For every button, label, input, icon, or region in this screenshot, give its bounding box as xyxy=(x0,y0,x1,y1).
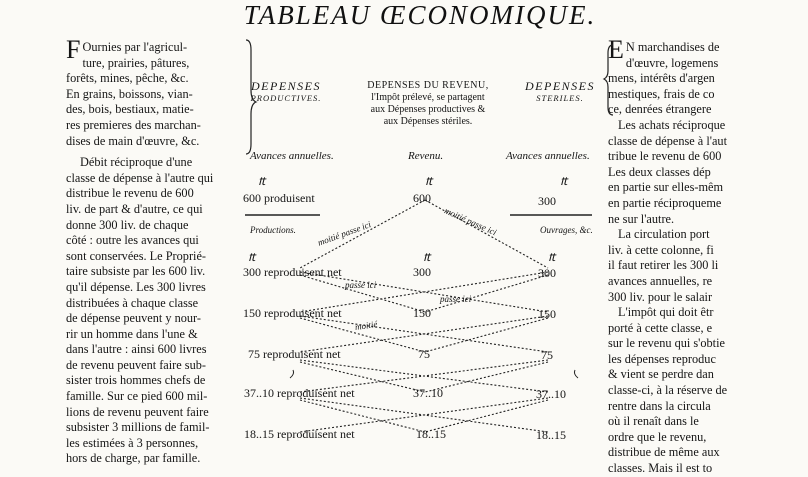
row-4-center: 37..10 xyxy=(413,386,443,400)
text-line: res premieres des marchan- xyxy=(66,117,201,132)
text-line: classe-ci, à la réserve de xyxy=(608,383,728,398)
text-line: en partie sur elles-mêm xyxy=(608,180,724,195)
header-sterile-line1: DEPENSES xyxy=(525,79,595,93)
page-title: TABLEAU ŒCONOMIQUE. xyxy=(243,0,597,30)
text-line: tribue le revenu de 600 xyxy=(608,149,722,164)
row-0-right: 300 xyxy=(538,194,556,208)
row-1-center: 300 xyxy=(413,265,431,279)
dropcap-f: F xyxy=(66,35,81,64)
header-productive-line2: PRODUCTIVES. xyxy=(250,93,322,103)
text-line: classe de dépense à l'autre qui xyxy=(66,170,214,185)
text-line: En grains, boissons, vian- xyxy=(66,86,193,101)
row-2-left: 150 reproduisent net xyxy=(243,306,342,320)
handwritten-note-c: passe ici xyxy=(345,280,377,290)
text-line: il faut retirer les 300 li xyxy=(608,258,719,273)
text-line: classe de dépense à l'aut xyxy=(608,133,727,148)
row-5-center: 18..15 xyxy=(416,427,446,441)
text-line: ce, denrées étrangere xyxy=(608,102,712,117)
currency-mark-right: ₶ xyxy=(560,174,568,188)
row-2-center: 150 xyxy=(413,306,431,320)
row-1-left: 300 reproduisent net xyxy=(243,265,342,279)
hook-mark-right xyxy=(574,370,578,378)
row-4-right: 37..10 xyxy=(536,387,566,401)
currency-mark-left-2: ₶ xyxy=(248,250,256,264)
text-line: 300 liv. pour le salair xyxy=(608,289,713,304)
text-line: famille. Sur ce pied 600 mil- xyxy=(66,389,208,404)
row-2-right: 150 xyxy=(538,307,556,321)
currency-mark-left: ₶ xyxy=(258,174,266,188)
handwritten-note-d: passe ici xyxy=(440,294,472,304)
row-3-right: 75 xyxy=(541,348,553,362)
currency-mark-right-2: ₶ xyxy=(548,250,556,264)
handwritten-note-b: moitié passe ici xyxy=(316,219,373,248)
text-line: Les achats réciproque xyxy=(618,117,726,132)
text-line: Ournies par l'agricul- xyxy=(82,40,188,54)
text-line: de revenu peuvent faire sub- xyxy=(66,357,206,372)
header-sterile xyxy=(520,80,600,104)
text-line: Débit réciproque d'une xyxy=(80,155,193,170)
text-line: mestiques, frais de co xyxy=(608,86,715,101)
subheader-avances-right: Avances annuelles. xyxy=(506,150,590,162)
text-line: sister trois hommes chefs de xyxy=(66,373,206,388)
header-revenue-line1: DEPENSES DU REVENU, xyxy=(367,80,489,91)
text-line: & vient se perdre dan xyxy=(608,367,714,382)
row-1-right: 300 xyxy=(538,266,556,280)
text-line: N marchandises de xyxy=(625,40,720,54)
header-revenue xyxy=(348,80,508,128)
text-line: sont conservées. Le Proprié- xyxy=(66,248,207,263)
text-line: d'œuvre, logemens xyxy=(625,55,719,70)
text-line: côté : outre les avances qui xyxy=(66,233,199,248)
handwritten-note-a: moitié passe ici xyxy=(442,205,499,238)
row-5-right: 18..15 xyxy=(536,428,566,442)
text-line: taire subsiste par les 600 liv. xyxy=(66,264,206,279)
header-productive-line1: DEPENSES xyxy=(251,79,321,93)
row-3-center: 75 xyxy=(418,347,430,361)
text-line: L'impôt qui doit êtr xyxy=(618,305,714,320)
text-line: hors de charge, par famille. xyxy=(66,451,201,466)
text-line: dans l'autre : ainsi 600 livres xyxy=(66,342,207,357)
currency-mark-center: ₶ xyxy=(425,174,433,188)
text-line: rentre dans la circula xyxy=(608,398,711,413)
row-5-left: 18..15 reproduisent net xyxy=(244,427,355,441)
label-productions: Productions. xyxy=(250,225,296,235)
text-line: distribue de même aux xyxy=(608,445,720,460)
subheader-avances-left: Avances annuelles. xyxy=(250,150,334,162)
currency-mark-center-2: ₶ xyxy=(423,250,431,264)
subheader-revenu: Revenu. xyxy=(408,150,444,162)
hook-mark-left xyxy=(290,370,294,378)
text-line: les estimées à 3 personnes, xyxy=(66,435,199,450)
row-3-left: 75 reproduisent net xyxy=(248,347,341,361)
header-revenue-line4: aux Dépenses stériles. xyxy=(383,116,473,127)
header-productive xyxy=(246,80,326,104)
dropcap-e: E xyxy=(608,35,624,64)
text-line: distribuées à chaque classe xyxy=(66,295,199,310)
text-line: porté à cette classe, e xyxy=(608,320,713,335)
text-line: distribue le revenu de 600 xyxy=(66,186,194,201)
text-line: La circulation port xyxy=(618,227,710,242)
text-line: rir un homme dans l'une & xyxy=(66,326,198,341)
text-line: les dépenses reproduc xyxy=(608,351,716,366)
text-line: des, bois, bestiaux, matie- xyxy=(66,102,194,117)
text-line: ne sur l'autre. xyxy=(608,211,675,226)
text-line: qu'il dépense. Les 300 livres xyxy=(66,279,206,294)
text-line: Les deux classes dép xyxy=(608,164,711,179)
text-line: donne 300 liv. de chaque xyxy=(66,217,189,232)
text-line: de dépense peuvent y nour- xyxy=(66,311,201,326)
text-line: lions de revenu peuvent faire xyxy=(66,404,209,419)
header-sterile-line2: STERILES. xyxy=(536,93,584,103)
header-revenue-line2: l'Impôt prélevé, se partagent xyxy=(371,92,485,103)
row-4-left: 37..10 reproduisent net xyxy=(244,386,355,400)
right-brace xyxy=(604,45,613,115)
handwritten-note-e: moitié xyxy=(354,318,378,332)
text-line: liv. à cette colonne, fi xyxy=(608,242,714,257)
text-line: dises de main d'œuvre, &c. xyxy=(66,133,200,148)
text-line: forêts, mines, pêche, &c. xyxy=(66,71,189,86)
text-line: où il renaît dans le xyxy=(608,414,699,429)
text-line: classes. Mais il est to xyxy=(608,461,713,476)
row-0-left: 600 produisent xyxy=(243,191,315,205)
text-line: avances annuelles, re xyxy=(608,273,713,288)
text-line: mens, intérêts d'argen xyxy=(608,71,715,86)
row-0-center: 600 xyxy=(413,191,431,205)
text-line: ordre que le revenu, xyxy=(608,429,707,444)
text-line: subsister 3 millions de famil- xyxy=(66,420,210,435)
label-ouvrages: Ouvrages, &c. xyxy=(540,225,593,235)
text-line: sur le revenu qui s'obtie xyxy=(608,336,725,351)
page-edge xyxy=(796,0,800,458)
text-line: ture, prairies, pâtures, xyxy=(82,55,190,70)
text-line: en partie réciproqueme xyxy=(608,195,722,210)
header-revenue-line3: aux Dépenses productives & xyxy=(370,104,486,115)
text-line: liv. de part & d'autre, ce qui xyxy=(66,201,203,216)
